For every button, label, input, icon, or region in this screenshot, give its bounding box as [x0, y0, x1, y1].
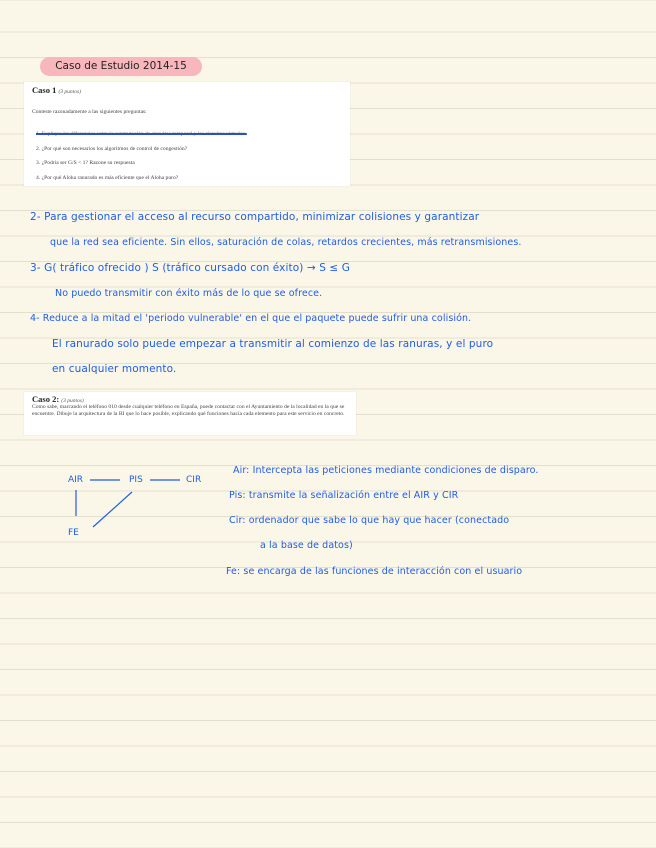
node-pis: PIS	[129, 475, 143, 485]
case1-question-1-text: 1. Explique las diferencias entre la conmutación de circuitos temporal y las circuitos virtuales.	[36, 131, 247, 137]
answer-line-5: 4- Reduce a la mitad el 'periodo vulnerable' en el que el paquete puede sufrir una colisión.	[30, 313, 472, 324]
answer-line-7: en cualquier momento.	[52, 363, 177, 375]
node-cir: CIR	[186, 475, 202, 485]
answer-line-1: 2- Para gestionar el acceso al recurso compartido, minimizar colisiones y garantizar	[30, 211, 480, 223]
case1-points: (3 puntos)	[58, 89, 81, 95]
page-title: Caso de Estudio 2014-15	[40, 57, 202, 76]
definition-air: Air: Intercepta las peticiones mediante condiciones de disparo.	[233, 465, 539, 476]
pis-fe-link	[93, 492, 132, 527]
answer-line-2: que la red sea eficiente. Sin ellos, saturación de colas, retardos crecientes, más retransmisiones.	[50, 237, 522, 248]
case2-heading	[32, 394, 84, 404]
answer-line-3: 3- G( tráfico ofrecido ) S (tráfico cursado con éxito) → S ≤ G	[30, 262, 350, 274]
definition-fe: Fe: se encarga de las funciones de interacción con el usuario	[226, 566, 523, 577]
case2-points: (3 puntos)	[61, 398, 84, 404]
case2-description: Como sabe, marcando el teléfono 010 desde cualquier teléfono en España, puede contactar con el Ayuntamiento de la localidad en la que se encuentre. Dibuje la arquitectura de la RI que lo hace posible, explicando qué funciones hacía cada elemento para este servicio en concreto.	[32, 404, 345, 418]
case2-heading-text: Caso 2:	[32, 394, 60, 404]
definition-cir: Cir: ordenador que sabe lo que hay que hacer (conectado	[229, 515, 510, 526]
case1-heading-text: Caso 1	[32, 85, 57, 95]
case1-printout	[24, 82, 350, 186]
answer-line-6: El ranurado solo puede empezar a transmitir al comienzo de las ranuras, y el puro	[52, 338, 494, 350]
case2-printout	[24, 392, 356, 435]
node-fe: FE	[68, 528, 79, 538]
case1-question-3: 3. ¿Podría ser G/S < 1? Razone su respuesta	[36, 160, 135, 166]
case1-question-1	[36, 131, 247, 137]
definition-cir-cont: a la base de datos)	[260, 540, 353, 551]
case1-heading	[32, 85, 81, 95]
answer-line-4: No puedo transmitir con éxito más de lo que se ofrece.	[55, 288, 323, 299]
case1-instruction: Conteste razonadamente a las siguientes preguntas:	[32, 109, 147, 115]
definition-pis: Pis: transmite la señalización entre el AIR y CIR	[229, 490, 459, 501]
node-air: AIR	[68, 475, 84, 485]
case1-question-4: 4. ¿Por qué Aloha ranurado es más eficiente que el Aloha puro?	[36, 175, 179, 181]
case1-question-2: 2. ¿Por qué son necesarios los algoritmos de control de congestión?	[36, 146, 188, 152]
